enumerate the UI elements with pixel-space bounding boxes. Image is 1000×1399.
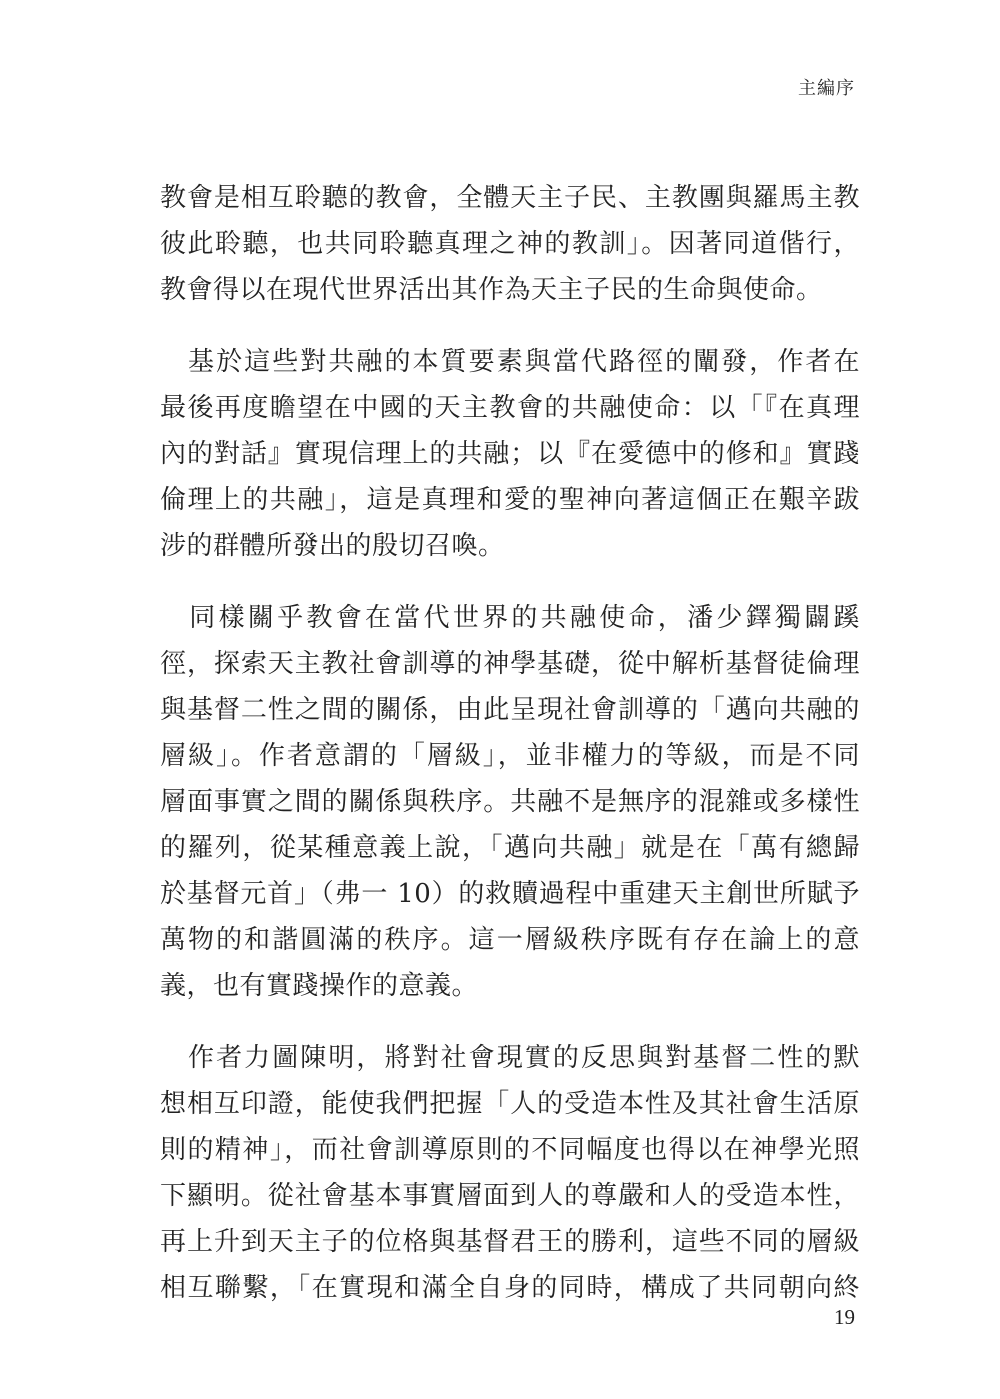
text-line: 與基督二性之間的關係，由此呈現社會訓導的「邁向共融的 xyxy=(160,695,860,725)
text-line: 內的對話』實現信理上的共融；以『在愛德中的修和』實踐 xyxy=(160,439,860,469)
text-line: 相互聯繫，「在實現和滿全自身的同時，構成了共同朝向終 xyxy=(160,1273,860,1303)
paragraph xyxy=(160,339,860,569)
text-line: 萬物的和諧圓滿的秩序。這一層級秩序既有存在論上的意 xyxy=(160,925,860,955)
paragraph xyxy=(160,175,860,313)
text-line: 徑，探索天主教社會訓導的神學基礎，從中解析基督徒倫理 xyxy=(160,649,860,679)
page-body xyxy=(160,175,860,1337)
page-number: 19 xyxy=(834,1305,855,1329)
text-line: 想相互印證，能使我們把握「人的受造本性及其社會生活原 xyxy=(160,1089,860,1119)
text-line: 基於這些對共融的本質要素與當代路徑的闡發，作者在 xyxy=(160,347,860,377)
text-line: 涉的群體所發出的殷切召喚。 xyxy=(160,531,505,561)
text-line: 則的精神」，而社會訓導原則的不同幅度也得以在神學光照 xyxy=(160,1135,860,1165)
paragraph xyxy=(160,595,860,1009)
text-line: 倫理上的共融」，這是真理和愛的聖神向著這個正在艱辛跋 xyxy=(160,485,860,515)
text-line: 最後再度瞻望在中國的天主教會的共融使命：以「『在真理 xyxy=(160,393,860,423)
text-line: 教會得以在現代世界活出其作為天主子民的生命與使命。 xyxy=(160,275,823,305)
text-line: 同樣關乎教會在當代世界的共融使命，潘少鐸獨闢蹊 xyxy=(160,603,860,633)
text-line: 下顯明。從社會基本事實層面到人的尊嚴和人的受造本性， xyxy=(160,1181,860,1211)
running-header: 主編序 xyxy=(798,78,855,99)
text-line: 教會是相互聆聽的教會，全體天主子民、主教團與羅馬主教 xyxy=(160,183,860,213)
text-line: 於基督元首」（弗一 10）的救贖過程中重建天主創世所賦予 xyxy=(160,879,860,909)
text-line: 層級」。作者意謂的「層級」，並非權力的等級，而是不同 xyxy=(160,741,860,771)
text-line: 義，也有實踐操作的意義。 xyxy=(160,971,479,1001)
text-line: 的羅列，從某種意義上說，「邁向共融」就是在「萬有總歸 xyxy=(160,833,860,863)
text-line: 層面事實之間的關係與秩序。共融不是無序的混雜或多樣性 xyxy=(160,787,860,817)
text-line: 作者力圖陳明，將對社會現實的反思與對基督二性的默 xyxy=(160,1043,860,1073)
text-line: 彼此聆聽，也共同聆聽真理之神的教訓」。因著同道偕行， xyxy=(160,229,860,259)
text-line: 再上升到天主子的位格與基督君王的勝利，這些不同的層級 xyxy=(160,1227,860,1257)
paragraph xyxy=(160,1035,860,1311)
